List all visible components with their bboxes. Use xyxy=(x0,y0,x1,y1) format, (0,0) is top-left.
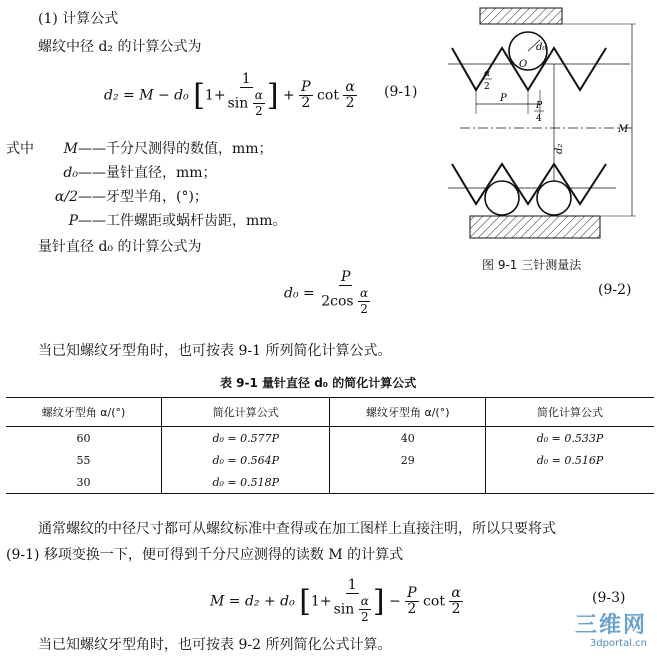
p-over-2 xyxy=(299,80,312,111)
denominator xyxy=(226,88,267,119)
header-formula: 简化计算公式 xyxy=(486,398,655,427)
paragraph-line-2: (9-1) 移项变换一下，便可得到千分尺应测得的读数 M 的计算式 xyxy=(6,547,404,563)
table-cell: d₀ = 0.516P xyxy=(486,449,655,471)
label-p-num: P xyxy=(536,101,543,111)
table-cell: 29 xyxy=(330,449,486,471)
label-two: 2 xyxy=(484,82,490,92)
formula-label-9-1: (9-1) xyxy=(384,84,418,100)
denominator xyxy=(332,594,373,625)
p: P xyxy=(301,79,311,95)
bottom-wire-right xyxy=(537,181,571,215)
two: 2 xyxy=(360,302,368,316)
two: 2 xyxy=(345,95,355,111)
alpha: α xyxy=(345,79,355,95)
var-row-d0 xyxy=(54,162,217,182)
table-cell: d₀ = 0.577P xyxy=(162,427,330,450)
intro-d2: 螺纹中径 d₂ 的计算公式为 xyxy=(38,39,202,55)
alpha-over-2 xyxy=(359,594,371,625)
two: 2 xyxy=(254,104,263,118)
bracket-close: ] xyxy=(266,78,279,113)
table-cell: 30 xyxy=(6,471,162,494)
header-angle: 螺纹牙型角 α/(°) xyxy=(6,398,162,427)
numerator: 1 xyxy=(347,577,357,593)
one-plus: 1+ xyxy=(310,593,332,610)
top-anvil xyxy=(480,8,562,24)
p-over-2cos xyxy=(319,270,372,317)
var-symbol: M xyxy=(63,141,78,157)
var-dash: —— xyxy=(78,213,106,229)
var-row-alpha xyxy=(44,186,208,206)
var-desc: 牙型半角，(°)； xyxy=(106,189,208,205)
formula-lhs: M = d₂ + d₀ xyxy=(210,593,295,610)
table-cell xyxy=(330,471,486,494)
table-cell: d₀ = 0.518P xyxy=(162,471,330,494)
formula-lhs: d₂ = M − d₀ xyxy=(104,87,189,104)
cos-label: 2cos xyxy=(321,293,354,310)
table-title: 表 9-1 量针直径 d₀ 的简化计算公式 xyxy=(220,376,417,390)
figure-caption: 图 9-1 三针测量法 xyxy=(482,258,582,272)
bracket-close: ] xyxy=(372,584,385,619)
var-dash: —— xyxy=(78,189,106,205)
table-row xyxy=(6,449,654,471)
table-9-1 xyxy=(6,397,654,494)
minus-sign: − xyxy=(388,593,401,610)
bracket-open: [ xyxy=(299,584,311,619)
table-cell: 60 xyxy=(76,431,91,445)
lower-thread-profile xyxy=(452,164,606,204)
section-heading: (1) 计算公式 xyxy=(38,11,119,27)
formula-9-1 xyxy=(104,72,357,119)
label-alpha: α xyxy=(484,69,491,79)
paragraph-line-1: 通常螺纹的中径尺寸都可从螺纹标准中查得或在加工图样上直接注明，所以只要将式 xyxy=(38,521,556,537)
p: P xyxy=(407,585,417,601)
alpha-over-2 xyxy=(253,88,265,119)
var-symbol: α/2 xyxy=(54,189,78,205)
table-cell: 40 xyxy=(330,427,486,450)
sin-label: sin xyxy=(227,95,249,112)
cot-label: cot xyxy=(423,593,445,610)
table-cell xyxy=(486,471,655,494)
p-over-2 xyxy=(405,586,418,617)
table-cell: 55 xyxy=(76,453,91,467)
denominator xyxy=(319,286,372,317)
table-header-row xyxy=(6,398,654,427)
var-desc: 工件螺距或蜗杆齿距，mm。 xyxy=(106,213,287,229)
alpha: α xyxy=(360,594,369,608)
var-row-p xyxy=(54,210,287,230)
var-dash: —— xyxy=(78,165,106,181)
alpha-over-2 xyxy=(449,586,462,617)
table-row xyxy=(6,471,654,494)
watermark xyxy=(575,614,647,650)
bottom-wire-left xyxy=(485,181,519,215)
fraction-one-over-sin xyxy=(226,72,267,119)
table-row xyxy=(6,427,654,450)
note-table-9-2: 当已知螺纹牙型角时，也可按表 9-2 所列简化公式计算。 xyxy=(38,637,392,653)
bottom-anvil xyxy=(470,216,600,238)
label-p: P xyxy=(500,93,507,104)
formula-lhs: d₀ = xyxy=(284,285,315,302)
var-dash: —— xyxy=(78,141,106,157)
header-angle: 螺纹牙型角 α/(°) xyxy=(330,398,486,427)
plus-sign: + xyxy=(282,87,295,104)
alpha: α xyxy=(254,88,263,102)
fraction-one-over-sin xyxy=(332,578,373,625)
var-symbol: d₀ xyxy=(63,165,78,181)
header-formula: 简化计算公式 xyxy=(162,398,330,427)
var-row-m xyxy=(54,138,273,158)
three-wire-figure xyxy=(440,4,640,244)
formula-9-2 xyxy=(284,270,372,317)
var-desc: 千分尺测得的数值，mm； xyxy=(106,141,273,157)
label-m: M xyxy=(618,124,629,135)
formula-label-9-2: (9-2) xyxy=(598,282,632,298)
label-d2: d₂ xyxy=(554,143,565,154)
var-symbol: P xyxy=(68,213,78,229)
numerator: 1 xyxy=(241,71,251,87)
var-prefix: 式中 xyxy=(6,141,34,157)
alpha-over-2 xyxy=(343,80,356,111)
label-d0: d₀ xyxy=(536,42,547,53)
two: 2 xyxy=(301,95,311,111)
watermark-url: 3dportal.cn xyxy=(589,638,647,649)
table-cell: d₀ = 0.533P xyxy=(486,427,655,450)
watermark-logo: 三维网 xyxy=(574,613,647,638)
numerator: P xyxy=(340,269,351,285)
var-desc: 量针直径，mm； xyxy=(106,165,217,181)
alpha-over-2 xyxy=(358,286,370,317)
label-o: O xyxy=(519,59,528,70)
intro-d0: 量针直径 d₀ 的计算公式为 xyxy=(38,239,202,255)
two: 2 xyxy=(407,601,417,617)
two: 2 xyxy=(451,601,461,617)
formula-label-9-3: (9-3) xyxy=(592,590,626,606)
formula-9-3 xyxy=(210,578,463,625)
alpha: α xyxy=(360,286,369,300)
label-four: 4 xyxy=(536,114,542,124)
two: 2 xyxy=(360,610,369,624)
one-plus: 1+ xyxy=(204,87,226,104)
bracket-open: [ xyxy=(193,78,205,113)
note-table-9-1: 当已知螺纹牙型角时，也可按表 9-1 所列简化计算公式。 xyxy=(38,343,392,359)
sin-label: sin xyxy=(333,601,355,618)
cot-label: cot xyxy=(317,87,339,104)
alpha: α xyxy=(451,585,461,601)
table-cell: d₀ = 0.564P xyxy=(162,449,330,471)
